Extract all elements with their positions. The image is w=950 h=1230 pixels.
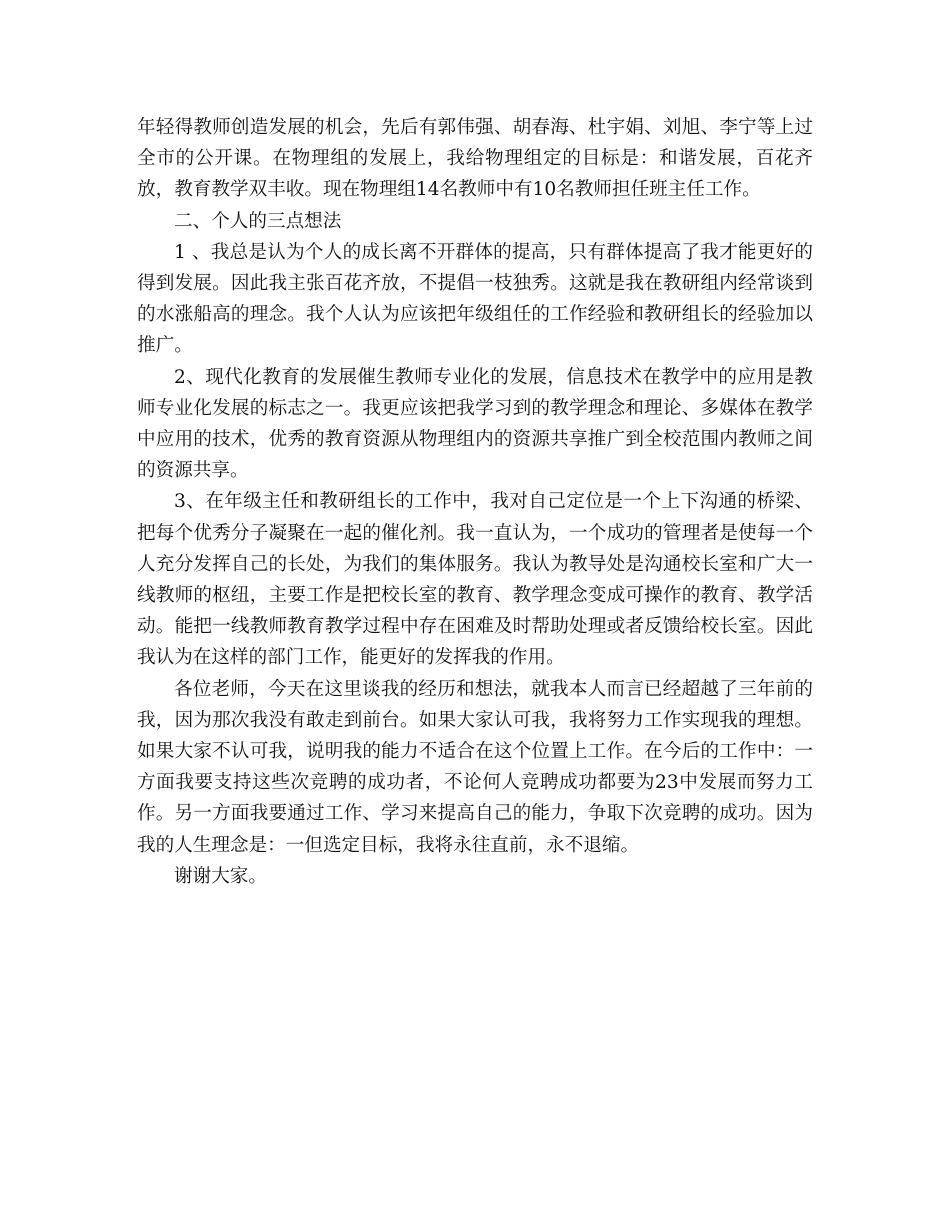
document-body [137, 112, 813, 892]
paragraph-closing-remarks: 各位老师，今天在这里谈我的经历和想法，就我本人而言已经超越了三年前的我，因为那次我没有敢走到前台。如果大家认可我，我将努力工作实现我的理想。如果大家不认可我，说明我的能力不适合在这个位置上工作。在今后的工作中：一方面我要支持这些次竞聘的成功者，不论何人竞聘成功都要为23中发展而努力工作。另一方面我要通过工作、学习来提高自己的能力，争取下次竞聘的成功。因为我的人生理念是：一但选定目标，我将永往直前，永不退缩。 [137, 678, 813, 856]
paragraph-idea-2: 2、现代化教育的发展催生教师专业化的发展，信息技术在教学中的应用是教师专业化发展的标志之一。我更应该把我学习到的教学理念和理论、多媒体在教学中应用的技术，优秀的教育资源从物理组内的资源共享推广到全校范围内教师之间的资源共享。 [137, 366, 813, 482]
paragraph-thanks: 谢谢大家。 [174, 865, 267, 887]
paragraph-idea-1: 1 、我总是认为个人的成长离不开群体的提高，只有群体提高了我才能更好的得到发展。因此我主张百花齐放，不提倡一枝独秀。这就是我在教研组内经常谈到的水涨船高的理念。我个人认为应该把年级组任的工作经验和教研组长的经验加以推广。 [137, 241, 813, 357]
paragraph-intro-continued: 年轻得教师创造发展的机会，先后有郭伟强、胡春海、杜宇娟、刘旭、李宁等上过全市的公开课。在物理组的发展上，我给物理组定的目标是：和谐发展，百花齐放，教育教学双丰收。现在物理组14名教师中有10名教师担任班主任工作。 [137, 117, 813, 201]
section-heading-personal-ideas: 二、个人的三点想法 [174, 210, 342, 232]
paragraph-idea-3: 3、在年级主任和教研组长的工作中，我对自己定位是一个上下沟通的桥梁、把每个优秀分子凝聚在一起的催化剂。我一直认为，一个成功的管理者是使每一个人充分发挥自己的长处，为我们的集体服务。我认为教导处是沟通校长室和广大一线教师的枢纽，主要工作是把校长室的教育、教学理念变成可操作的教育、教学活动。能把一线教师教育教学过程中存在困难及时帮助处理或者反馈给校长室。因此我认为在这样的部门工作，能更好的发挥我的作用。 [137, 491, 813, 669]
